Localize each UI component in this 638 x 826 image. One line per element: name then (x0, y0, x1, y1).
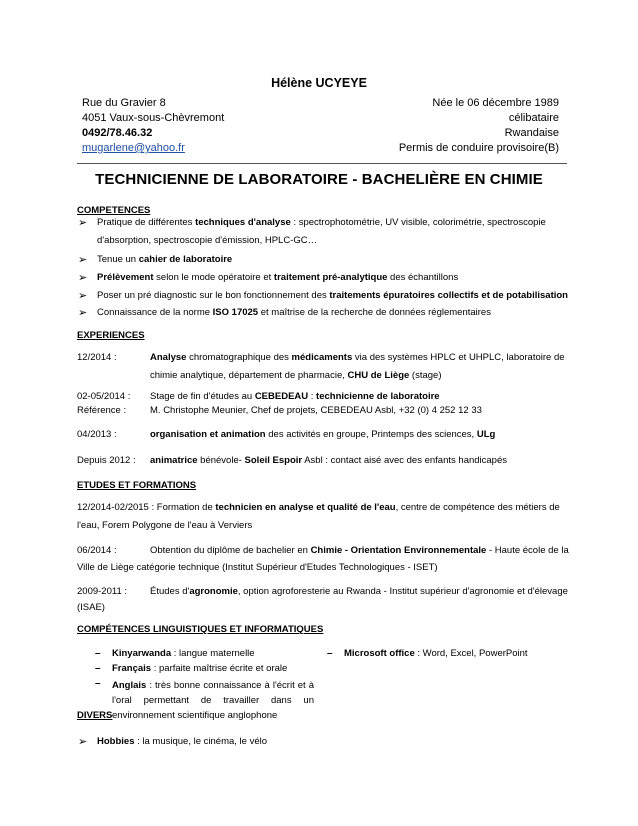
language-item: Kinyarwanda : langue maternelle (112, 648, 255, 659)
bullet-icon: ➢ (78, 307, 88, 319)
birth-date: Née le 06 décembre 1989 (432, 97, 559, 109)
bullet-icon: ➢ (78, 272, 88, 284)
competence-item: Poser un pré diagnostic sur le bon fonctionnement des traitements épuratoires collectifs et de potabilisation (97, 290, 568, 301)
formation-text: 12/2014-02/2015 : Formation de technicien en analyse et qualité de l'eau, centre de compétence des métiers de (77, 502, 560, 513)
experience-text: Analyse chromatographique des médicaments via des systèmes HPLC et UHPLC, laboratoire de (150, 352, 565, 363)
experience-date: Depuis 2012 : (77, 455, 136, 466)
dash-marker: – (327, 648, 333, 659)
address-city: 4051 Vaux-sous-Chèvremont (82, 112, 225, 124)
language-item: Anglais : très bonne connaissance à l'écrit et à l'oral permettant de travailler dans un environnement scientifique anglophone (112, 680, 314, 721)
experience-text: organisation et animation des activités en groupe, Printemps des sciences, ULg (150, 429, 496, 440)
hobbies-item: Hobbies : la musique, le cinéma, le vélo (97, 736, 268, 747)
personal-info-block (399, 96, 559, 156)
language-item: Français : parfaite maîtrise écrite et orale (112, 663, 288, 674)
formation-text-continued: (ISAE) (77, 602, 105, 613)
address-street: Rue du Gravier 8 (82, 97, 166, 109)
bullet-icon: ➢ (78, 290, 88, 302)
section-heading-competences: COMPETENCES (77, 205, 151, 216)
bullet-icon: ➢ (78, 217, 88, 229)
formation-text-continued: Ville de Liège catégorie technique (Institut Supérieur d'Etudes Technologiques - ISET) (77, 562, 438, 573)
dash-marker: – (95, 678, 101, 689)
competence-item: Prélèvement selon le mode opératoire et traitement pré-analytique des échantillons (97, 272, 459, 283)
software-item: Microsoft office : Word, Excel, PowerPoint (344, 648, 528, 659)
competence-item: Connaissance de la norme ISO 17025 et maîtrise de la recherche de données réglementaires (97, 307, 491, 318)
bullet-icon: ➢ (78, 736, 88, 748)
experience-text: Stage de fin d'études au CEBEDEAU : technicienne de laboratoire (150, 391, 440, 402)
email-link[interactable]: mugarlene@yahoo.fr (82, 142, 185, 154)
experience-date: 04/2013 : (77, 429, 117, 440)
competence-item: Tenue un cahier de laboratoire (97, 254, 233, 265)
marital-status: célibataire (508, 112, 559, 124)
experience-text: animatrice bénévole- Soleil Espoir Asbl : contact aisé avec des enfants handicapés (150, 455, 508, 466)
experience-date: 12/2014 : (77, 352, 117, 363)
competence-item-continued: d'absorption, spectroscopie d'émission, HPLC-GC… (97, 235, 318, 246)
driving-license: Permis de conduire provisoire(B) (398, 142, 559, 154)
nationality: Rwandaise (504, 127, 559, 139)
bullet-icon: ➢ (78, 254, 88, 266)
header-divider (77, 163, 567, 164)
section-heading-divers: DIVERS (77, 710, 113, 721)
candidate-name: Hélène UCYEYE (271, 76, 367, 90)
section-heading-etudes: ETUDES ET FORMATIONS (77, 480, 197, 491)
phone-number: 0492/78.46.32 (82, 127, 153, 139)
competence-item: Pratique de différentes techniques d'analyse : spectrophotométrie, UV visible, colorimétrie, spectroscopie (97, 217, 546, 228)
reference-text: M. Christophe Meunier, Chef de projets, CEBEDEAU Asbl, +32 (0) 4 252 12 33 (150, 405, 482, 416)
formation-text-continued: l'eau, Forem Polygone de l'eau à Verviers (77, 520, 253, 531)
formation-date: 06/2014 : (77, 545, 117, 556)
dash-marker: – (95, 648, 101, 659)
reference-label: Référence : (77, 405, 127, 416)
cv-title: TECHNICIENNE DE LABORATOIRE - BACHELIÈRE EN CHIMIE (95, 171, 543, 188)
section-heading-experiences: EXPERIENCES (77, 330, 145, 341)
experience-text-continued: chimie analytique, département de pharmacie, CHU de Liège (stage) (150, 370, 442, 381)
contact-block (82, 96, 224, 156)
formation-text: Études d'agronomie, option agroforesterie au Rwanda - Institut supérieur d'agronomie et d'élevage (150, 586, 568, 597)
experience-date: 02-05/2014 : (77, 391, 131, 402)
dash-marker: – (95, 663, 101, 674)
formation-date: 2009-2011 : (77, 586, 128, 597)
section-heading-langues: COMPÉTENCES LINGUISTIQUES ET INFORMATIQUES (77, 624, 324, 635)
formation-text: Obtention du diplôme de bachelier en Chimie - Orientation Environnementale - Haute école de la (150, 545, 569, 556)
